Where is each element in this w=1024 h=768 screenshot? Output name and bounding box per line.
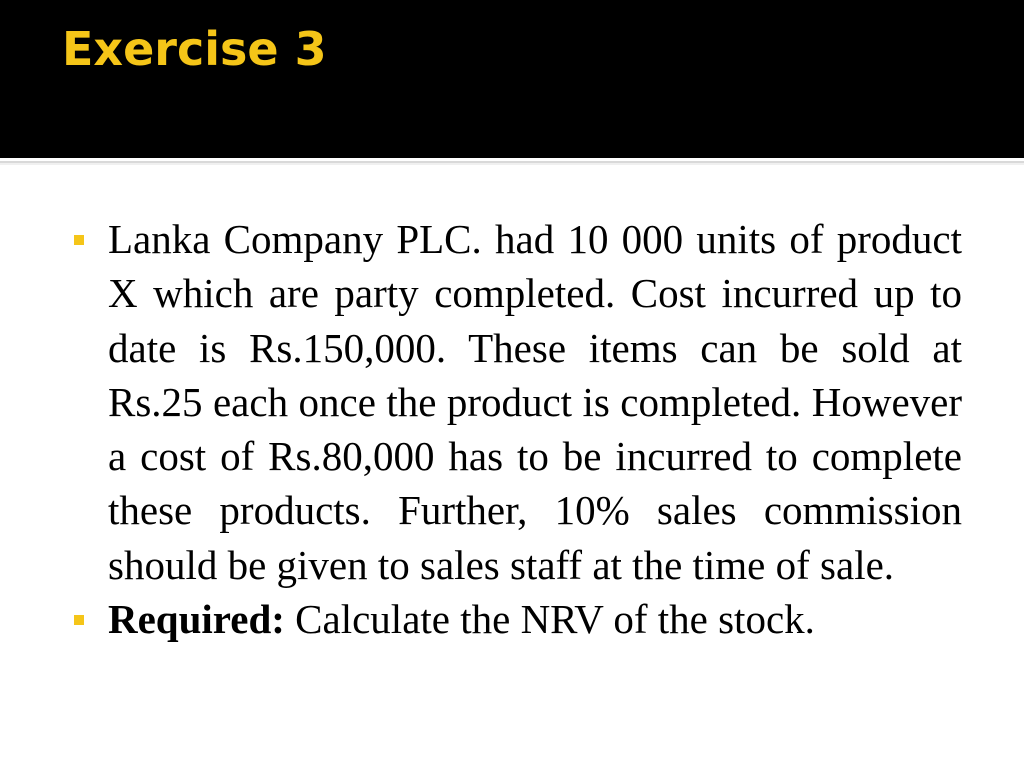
bullet-item-problem bbox=[70, 212, 962, 592]
title-divider bbox=[0, 158, 1024, 168]
bullet-square-icon bbox=[74, 615, 84, 625]
bullet-square-icon bbox=[74, 235, 84, 245]
required-label: Required: bbox=[108, 596, 285, 643]
bullet-text: Lanka Company PLC. had 10 000 units of product X which are party completed. Cost incurred up to date is Rs.150,000. These items can be sold at Rs.25 each once the product is completed. However a cost of Rs.80,000 has to be incurred to complete these products. Further, 10% sales commission should be given to sales staff at the time of sale. bbox=[108, 216, 962, 588]
bullet-item-required bbox=[70, 592, 962, 646]
slide-body bbox=[70, 212, 962, 646]
slide-title: Exercise 3 bbox=[62, 22, 327, 76]
title-bar bbox=[0, 0, 1024, 158]
required-text: Calculate the NRV of the stock. bbox=[284, 596, 815, 643]
